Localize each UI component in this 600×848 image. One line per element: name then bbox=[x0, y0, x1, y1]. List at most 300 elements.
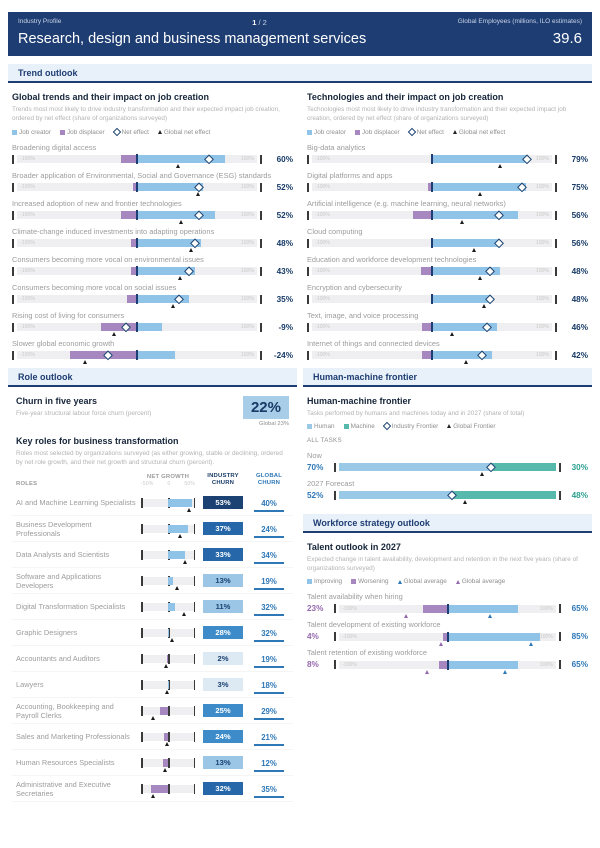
global-growth-marker-icon bbox=[182, 612, 186, 616]
trend-label: Internet of things and connected devices bbox=[307, 338, 440, 348]
axis-tick-icon bbox=[307, 183, 309, 192]
global-churn-value bbox=[249, 493, 289, 512]
page-separator: / bbox=[256, 18, 263, 27]
net-growth-segment bbox=[168, 551, 185, 559]
legend-net-effect bbox=[114, 129, 149, 136]
trend-bar-row bbox=[307, 323, 588, 332]
global-growth-marker-icon bbox=[164, 664, 168, 668]
global-churn-number: 34% bbox=[254, 551, 284, 564]
industry-churn-badge: 13% bbox=[203, 574, 243, 587]
talent-bar-track bbox=[339, 605, 556, 613]
bar-track bbox=[17, 155, 257, 163]
legend-label: Job displacer bbox=[66, 128, 105, 136]
bar-track bbox=[17, 351, 257, 359]
section-bar-human-machine-frontier: Human-machine frontier bbox=[303, 368, 592, 387]
axis-tick-icon bbox=[194, 758, 196, 768]
axis-tick-icon bbox=[141, 784, 143, 794]
axis-tick-icon bbox=[194, 654, 196, 664]
trend-bar-row bbox=[12, 183, 293, 192]
axis-max-label: 100% bbox=[240, 268, 254, 275]
axis-min-label: -100% bbox=[20, 296, 35, 303]
global-frontier-marker-icon bbox=[447, 424, 451, 428]
key-roles-subtitle: Roles most selected by organizations surveyed (as either growing, stable or declining, ordered by net role growth, and their net growth and structural churn (percent). bbox=[16, 449, 283, 466]
machine-share-value: 30% bbox=[571, 462, 588, 472]
improving-bar bbox=[448, 661, 519, 669]
column-header-industry-churn: INDUSTRY CHURN bbox=[207, 473, 239, 487]
axis-tick-icon bbox=[559, 463, 561, 472]
trend-row bbox=[307, 283, 588, 304]
axis-tick-icon bbox=[260, 323, 262, 332]
global-churn-number: 21% bbox=[254, 733, 284, 746]
trend-row bbox=[12, 199, 293, 220]
axis-tick-icon bbox=[12, 211, 14, 220]
trend-bar-row bbox=[12, 155, 293, 164]
trend-label: Big-data analytics bbox=[307, 142, 366, 152]
axis-tick-icon bbox=[307, 211, 309, 220]
bar-track bbox=[312, 211, 552, 219]
axis-tick-icon bbox=[260, 295, 262, 304]
net-effect-value: 48% bbox=[276, 238, 293, 248]
global-net-marker-icon bbox=[83, 360, 87, 364]
axis-tick-icon bbox=[307, 155, 309, 164]
axis-min-label: -100% bbox=[315, 156, 330, 163]
trends-chart-subtitle: Trends most most likely to drive industry transformation and their expected impact job creation, ordered by net effect (share of organizations surveyed) bbox=[12, 106, 280, 123]
global-average-improving-marker-icon bbox=[503, 670, 507, 674]
key-role-row bbox=[12, 516, 293, 542]
global-churn-number: 32% bbox=[254, 603, 284, 616]
worsening-value: 23% bbox=[307, 604, 324, 614]
bar-track bbox=[312, 155, 552, 163]
axis-tick-icon bbox=[559, 632, 561, 641]
net-growth-bar bbox=[141, 499, 195, 507]
legend-job-creator bbox=[12, 129, 51, 136]
global-churn-value bbox=[249, 597, 289, 616]
technologies-chart-column bbox=[307, 83, 588, 360]
hmf-group-label: ALL TASKS bbox=[307, 436, 342, 444]
net-growth-bar bbox=[141, 785, 195, 793]
hmf-subtitle: Tasks performed by humans and machines today and in 2027 (share of total) bbox=[307, 409, 525, 417]
axis-max-label: 100% bbox=[539, 605, 553, 612]
talent-row bbox=[307, 620, 588, 641]
trends-chart-title: Global trends and their impact on job creation bbox=[12, 92, 210, 102]
trend-bar-row bbox=[307, 267, 588, 276]
legend-job-displacer bbox=[355, 129, 400, 136]
legend-job-creator bbox=[307, 129, 346, 136]
axis-tick-icon bbox=[141, 498, 143, 508]
global-net-marker-icon bbox=[178, 276, 182, 280]
job-displacer-bar bbox=[121, 211, 137, 219]
axis-tick-icon bbox=[12, 295, 14, 304]
zero-line bbox=[431, 322, 433, 332]
net-growth-bar bbox=[141, 681, 195, 689]
zero-line bbox=[136, 322, 138, 332]
axis-min-label: -100% bbox=[315, 184, 330, 191]
bar-track bbox=[312, 351, 552, 359]
axis-max-label: 100% bbox=[535, 324, 549, 331]
key-role-row bbox=[12, 568, 293, 594]
bar-track bbox=[312, 239, 552, 247]
page-header bbox=[8, 12, 592, 56]
hmf-row bbox=[307, 451, 588, 472]
global-churn-number: 29% bbox=[254, 707, 284, 720]
global-net-marker-icon bbox=[179, 220, 183, 224]
axis-tick-icon bbox=[334, 463, 336, 472]
key-roles-title: Key roles for business transformation bbox=[16, 435, 179, 446]
global-churn-value bbox=[249, 545, 289, 564]
job-displacer-swatch-icon bbox=[355, 130, 360, 135]
global-net-marker-icon bbox=[478, 276, 482, 280]
talent-subtitle: Expected change in talent availability, development and retention in the next five years (share of organizations surveyed) bbox=[307, 555, 578, 573]
global-net-marker-icon bbox=[450, 332, 454, 336]
axis-max-label: 100% bbox=[535, 268, 549, 275]
hmf-bar-row bbox=[307, 491, 588, 500]
talent-chart-rows bbox=[307, 592, 588, 669]
axis-tick-icon bbox=[194, 732, 196, 742]
key-role-row bbox=[12, 542, 293, 568]
global-churn-value bbox=[249, 753, 289, 772]
legend-job-displacer bbox=[60, 129, 105, 136]
axis-tick-icon bbox=[260, 211, 262, 220]
trend-label: Consumers becoming more vocal on environmental issues bbox=[12, 254, 204, 264]
technologies-chart-title: Technologies and their impact on job creation bbox=[307, 92, 504, 102]
net-growth-bar bbox=[141, 759, 195, 767]
trend-row bbox=[307, 339, 588, 360]
global-average-blue-icon bbox=[398, 580, 402, 584]
key-roles-table bbox=[12, 490, 293, 802]
role-label: Graphic Designers bbox=[16, 628, 78, 638]
axis-tick-icon bbox=[555, 211, 557, 220]
role-label: Software and Applications Developers bbox=[16, 571, 102, 590]
job-creator-swatch-icon bbox=[307, 130, 312, 135]
axis-tick-icon bbox=[141, 732, 143, 742]
axis-min-label: -100% bbox=[20, 324, 35, 331]
industry-churn-badge: 25% bbox=[203, 704, 243, 717]
job-creator-bar bbox=[432, 155, 527, 163]
improving-bar bbox=[448, 633, 540, 641]
technologies-chart-rows bbox=[307, 143, 588, 360]
bar-track bbox=[17, 183, 257, 191]
axis-max-label: 100% bbox=[240, 240, 254, 247]
trend-label: Digital platforms and apps bbox=[307, 170, 393, 180]
global-growth-marker-icon bbox=[165, 690, 169, 694]
hmf-row-label: 2027 Forecast bbox=[307, 478, 355, 488]
axis-min-label: -100% bbox=[315, 212, 330, 219]
axis-min-label: -100% bbox=[315, 352, 330, 359]
legend-label: Global average bbox=[461, 578, 506, 586]
job-creator-bar bbox=[137, 323, 162, 331]
trend-label: Text, image, and voice processing bbox=[307, 310, 419, 320]
trend-row bbox=[12, 339, 293, 360]
net-growth-segment bbox=[151, 785, 168, 793]
global-net-marker-icon bbox=[171, 304, 175, 308]
legend-label: Industry Frontier bbox=[391, 422, 439, 430]
improving-value: 65% bbox=[571, 660, 588, 670]
axis-max-label: 50% bbox=[184, 481, 195, 488]
axis-tick-icon bbox=[12, 239, 14, 248]
trend-row bbox=[12, 283, 293, 304]
axis-tick-icon bbox=[307, 267, 309, 276]
axis-min-label: -100% bbox=[20, 156, 35, 163]
axis-min-label: -100% bbox=[20, 184, 35, 191]
zero-line bbox=[136, 154, 138, 164]
net-effect-value: 43% bbox=[276, 266, 293, 276]
net-growth-bar bbox=[141, 551, 195, 559]
axis-tick-icon bbox=[168, 784, 170, 794]
key-role-row bbox=[12, 750, 293, 776]
zero-line bbox=[136, 238, 138, 248]
zero-line bbox=[431, 350, 433, 360]
axis-tick-icon bbox=[307, 295, 309, 304]
axis-tick-icon bbox=[194, 498, 196, 508]
global-frontier-marker-icon bbox=[480, 472, 484, 476]
axis-min-label: -100% bbox=[20, 268, 35, 275]
legend-global-net-effect bbox=[453, 129, 505, 136]
bar-track bbox=[312, 323, 552, 331]
net-growth-bar bbox=[141, 655, 195, 663]
global-average-worsening-marker-icon bbox=[439, 642, 443, 646]
role-label: Accountants and Auditors bbox=[16, 654, 100, 664]
talent-bar-row bbox=[307, 660, 588, 669]
global-churn-number: 24% bbox=[254, 525, 284, 538]
hmf-row bbox=[307, 479, 588, 500]
axis-min-label: -100% bbox=[315, 268, 330, 275]
page-indicator bbox=[252, 18, 267, 27]
industry-churn-badge: 24% bbox=[203, 730, 243, 743]
global-average-improving-marker-icon bbox=[488, 614, 492, 618]
global-growth-marker-icon bbox=[178, 534, 182, 538]
global-net-marker-icon bbox=[460, 220, 464, 224]
axis-tick-icon bbox=[141, 550, 143, 560]
axis-tick-icon bbox=[555, 183, 557, 192]
net-growth-bar bbox=[141, 629, 195, 637]
axis-tick-icon bbox=[307, 351, 309, 360]
job-creator-bar bbox=[432, 239, 500, 247]
trend-bar-row bbox=[12, 351, 293, 360]
job-creator-bar bbox=[137, 351, 175, 359]
net-effect-value: 42% bbox=[571, 350, 588, 360]
legend-label: Job creator bbox=[314, 128, 346, 136]
axis-tick-icon bbox=[307, 323, 309, 332]
global-churn-value bbox=[249, 701, 289, 720]
industry-churn-badge: 37% bbox=[203, 522, 243, 535]
legend-label: Global Frontier bbox=[453, 422, 496, 430]
axis-max-label: 100% bbox=[539, 661, 553, 668]
global-net-marker-icon bbox=[176, 164, 180, 168]
role-label: Business Development Professionals bbox=[16, 519, 92, 538]
industry-churn-badge: 2% bbox=[203, 652, 243, 665]
net-effect-value: 48% bbox=[571, 266, 588, 276]
legend-global-frontier bbox=[447, 423, 495, 430]
legend-label: Global net effect bbox=[458, 128, 506, 136]
talent-bar-row bbox=[307, 632, 588, 641]
axis-tick-icon bbox=[141, 628, 143, 638]
axis-min-label: -100% bbox=[20, 240, 35, 247]
trend-label: Encryption and cybersecurity bbox=[307, 282, 402, 292]
global-churn-value bbox=[249, 623, 289, 642]
global-employees-value: 39.6 bbox=[552, 30, 582, 47]
global-net-marker-icon bbox=[478, 192, 482, 196]
hmf-row-label: Now bbox=[307, 450, 322, 460]
net-growth-segment bbox=[160, 707, 168, 715]
bar-track bbox=[17, 239, 257, 247]
legend-industry-frontier bbox=[384, 423, 439, 430]
key-roles-table-header bbox=[12, 473, 293, 490]
churn-value: 22% bbox=[243, 396, 289, 419]
axis-tick-icon bbox=[141, 680, 143, 690]
key-role-row bbox=[12, 594, 293, 620]
axis-tick-icon bbox=[141, 706, 143, 716]
trend-bar-row bbox=[12, 267, 293, 276]
talent-row-label: Talent development of existing workforce bbox=[307, 620, 441, 630]
axis-tick-icon bbox=[307, 239, 309, 248]
net-effect-value: -24% bbox=[273, 350, 293, 360]
axis-tick-icon bbox=[141, 758, 143, 768]
trend-label: Increased adoption of new and frontier technologies bbox=[12, 198, 182, 208]
axis-min-label: -50% bbox=[141, 481, 154, 488]
trend-row bbox=[307, 255, 588, 276]
global-churn-value bbox=[249, 571, 289, 590]
trend-row bbox=[12, 171, 293, 192]
axis-tick-icon bbox=[555, 351, 557, 360]
key-role-row bbox=[12, 672, 293, 698]
global-churn-value bbox=[249, 779, 289, 798]
axis-tick-icon bbox=[334, 632, 336, 641]
legend-label: Machine bbox=[350, 422, 375, 430]
machine-swatch-icon bbox=[344, 424, 349, 429]
global-net-marker-icon bbox=[498, 164, 502, 168]
net-growth-bar bbox=[141, 707, 195, 715]
axis-tick-icon bbox=[260, 183, 262, 192]
role-label: Administrative and Executive Secretaries bbox=[16, 779, 111, 798]
job-creator-bar bbox=[137, 183, 203, 191]
talent-title: Talent outlook in 2027 bbox=[307, 541, 401, 552]
column-header-net-growth bbox=[141, 474, 195, 487]
churn-subtitle: Five-year structural labour force churn (percent) bbox=[16, 409, 152, 417]
industry-churn-badge: 3% bbox=[203, 678, 243, 691]
trend-row bbox=[307, 143, 588, 164]
role-label: Data Analysts and Scientists bbox=[16, 550, 110, 560]
axis-min-label: -100% bbox=[20, 212, 35, 219]
axis-max-label: 100% bbox=[535, 184, 549, 191]
section-bar-role-outlook: Role outlook bbox=[8, 368, 297, 387]
net-growth-bar bbox=[141, 603, 195, 611]
column-header-roles: ROLES bbox=[16, 481, 38, 488]
trend-row bbox=[307, 199, 588, 220]
industry-churn-badge: 53% bbox=[203, 496, 243, 509]
axis-tick-icon bbox=[194, 576, 196, 586]
legend-label: Improving bbox=[314, 578, 343, 586]
axis-tick-icon bbox=[194, 550, 196, 560]
header-eyebrow: Industry Profile bbox=[18, 18, 62, 25]
axis-tick-icon bbox=[260, 239, 262, 248]
technologies-legend bbox=[307, 129, 588, 136]
axis-tick-icon bbox=[141, 524, 143, 534]
global-net-marker-icon bbox=[158, 130, 162, 134]
axis-min-label: -100% bbox=[20, 352, 35, 359]
trend-label: Consumers becoming more vocal on social issues bbox=[12, 282, 177, 292]
trend-columns bbox=[8, 83, 592, 360]
zero-line bbox=[431, 238, 433, 248]
trend-bar-row bbox=[12, 211, 293, 220]
improving-value: 65% bbox=[571, 604, 588, 614]
net-effect-value: 52% bbox=[276, 210, 293, 220]
global-net-marker-icon bbox=[472, 248, 476, 252]
trend-row bbox=[307, 171, 588, 192]
trend-label: Rising cost of living for consumers bbox=[12, 310, 125, 320]
trend-bar-row bbox=[307, 155, 588, 164]
page-current: 1 bbox=[252, 18, 257, 27]
industry-churn-badge: 28% bbox=[203, 626, 243, 639]
hmf-bar-track bbox=[339, 463, 556, 471]
axis-max-label: 100% bbox=[240, 212, 254, 219]
net-growth-bar bbox=[141, 733, 195, 741]
job-displacer-bar bbox=[413, 211, 432, 219]
global-churn-number: 19% bbox=[254, 655, 284, 668]
axis-tick-icon bbox=[555, 295, 557, 304]
bar-track bbox=[312, 295, 552, 303]
global-growth-marker-icon bbox=[151, 716, 155, 720]
net-growth-segment bbox=[168, 629, 169, 637]
axis-min-label: -100% bbox=[342, 661, 357, 668]
global-churn-value bbox=[249, 675, 289, 694]
human-share-value: 52% bbox=[307, 490, 324, 500]
axis-tick-icon bbox=[194, 784, 196, 794]
axis-tick-icon bbox=[194, 680, 196, 690]
bar-track bbox=[17, 295, 257, 303]
global-net-marker-icon bbox=[464, 360, 468, 364]
legend-human bbox=[307, 423, 335, 430]
legend-label: Net effect bbox=[121, 128, 149, 136]
net-growth-segment bbox=[168, 525, 188, 533]
legend-label: Job displacer bbox=[361, 128, 400, 136]
role-label: Accounting, Bookkeeping and Payroll Clerks bbox=[16, 701, 114, 720]
zero-line bbox=[136, 294, 138, 304]
axis-max-label: 100% bbox=[240, 324, 254, 331]
key-role-row bbox=[12, 724, 293, 750]
axis-tick-icon bbox=[260, 155, 262, 164]
trend-row bbox=[12, 255, 293, 276]
global-churn-number: 19% bbox=[254, 577, 284, 590]
page-total: 2 bbox=[262, 18, 267, 27]
human-share-value: 70% bbox=[307, 462, 324, 472]
axis-tick-icon bbox=[12, 323, 14, 332]
churn-block bbox=[12, 396, 293, 427]
hmf-legend bbox=[307, 423, 588, 430]
net-effect-diamond-icon bbox=[112, 128, 120, 136]
axis-tick-icon bbox=[168, 758, 170, 768]
net-effect-value: -9% bbox=[278, 322, 293, 332]
axis-tick-icon bbox=[260, 267, 262, 276]
frontier-workforce-column bbox=[307, 360, 588, 803]
job-displacer-swatch-icon bbox=[60, 130, 65, 135]
global-average-worsening-marker-icon bbox=[404, 614, 408, 618]
job-displacer-bar bbox=[101, 323, 137, 331]
axis-max-label: 100% bbox=[535, 212, 549, 219]
legend-global-average-worsening bbox=[456, 578, 505, 585]
talent-bar-track bbox=[339, 633, 556, 641]
industry-frontier-diamond-icon bbox=[383, 422, 391, 430]
axis-max-label: 100% bbox=[240, 184, 254, 191]
axis-tick-icon bbox=[334, 604, 336, 613]
legend-label: Job creator bbox=[19, 128, 51, 136]
net-growth-bar bbox=[141, 577, 195, 585]
worsening-bar bbox=[423, 605, 448, 613]
trend-row bbox=[12, 311, 293, 332]
legend-global-average-improving bbox=[398, 578, 447, 585]
zero-line bbox=[136, 210, 138, 220]
technologies-chart-subtitle: Technologies most most likely to drive industry transformation and their expected impact job creation, ordered by net effect (share of organizations surveyed) bbox=[307, 106, 567, 123]
legend-global-net-effect bbox=[158, 129, 210, 136]
